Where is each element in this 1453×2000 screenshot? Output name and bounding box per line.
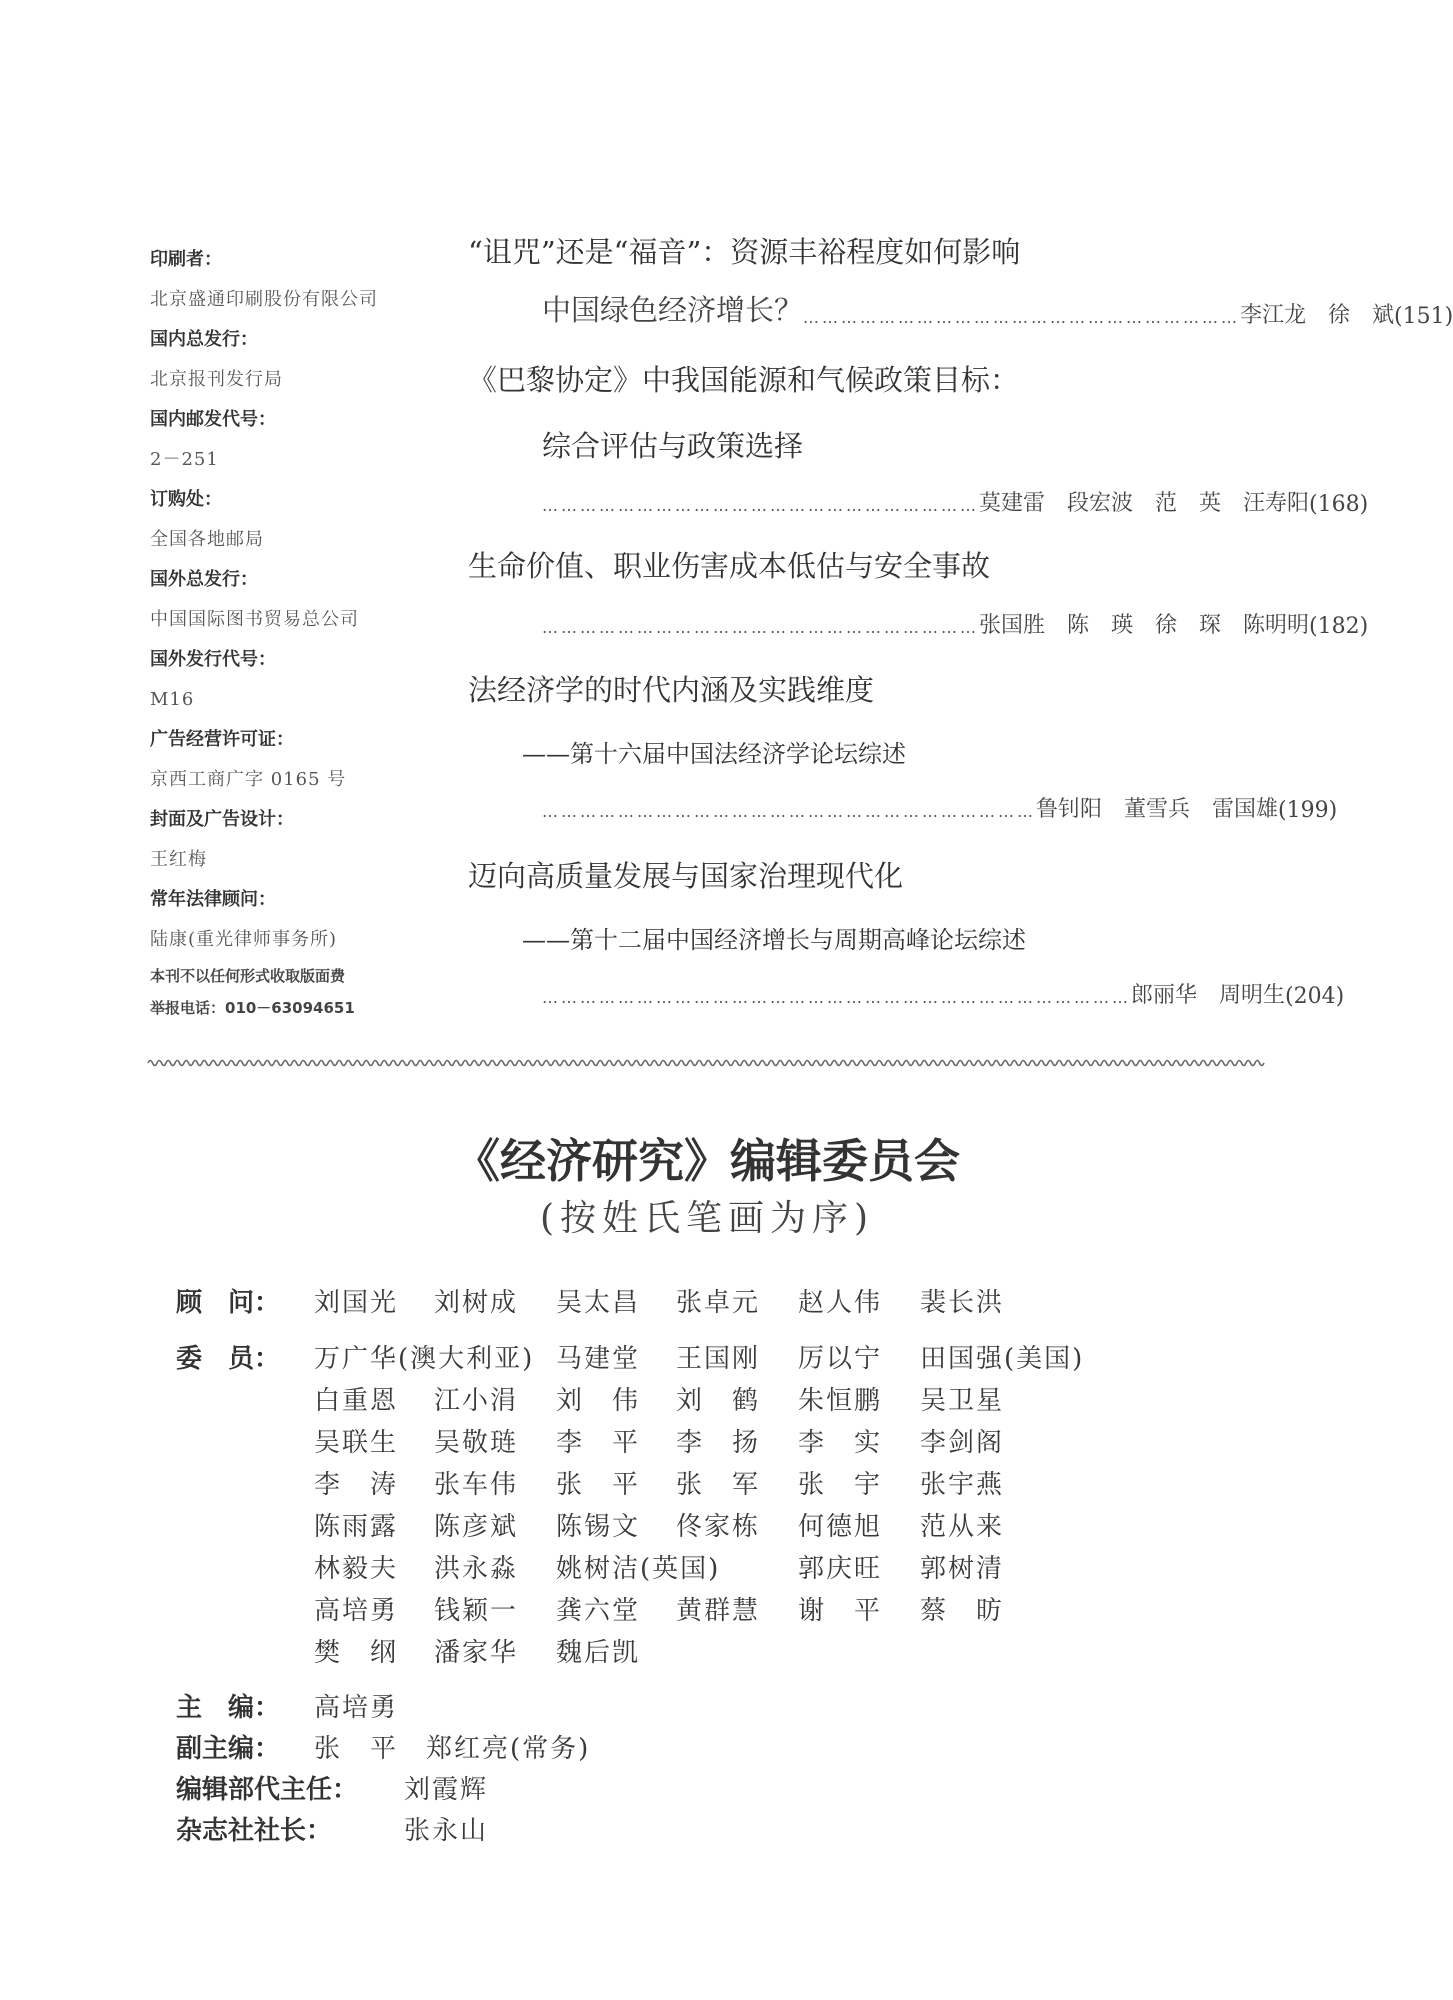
member-name: 姚树洁(英国) <box>556 1554 721 1584</box>
toc-page: (204) <box>1285 984 1345 1009</box>
advisor-name: 赵人伟 <box>798 1288 883 1318</box>
member-name: 佟家栋 <box>676 1512 761 1542</box>
info-value: 北京盛通印刷股份有限公司 <box>150 289 378 310</box>
toc-page: (151) <box>1394 304 1453 329</box>
members-label: 委 员： <box>176 1344 281 1374</box>
leader-dots: …………………………………………………………………… <box>542 802 1036 821</box>
info-value: 北京报刊发行局 <box>150 369 283 390</box>
acting-director-name: 刘霞辉 <box>404 1775 489 1805</box>
advisor-name: 裴长洪 <box>920 1288 1005 1318</box>
board-subtitle: (按姓氏笔画为序) <box>539 1198 875 1239</box>
member-name: 魏后凯 <box>556 1638 641 1668</box>
board-title: 《经济研究》编辑委员会 <box>454 1134 960 1188</box>
toc-byline <box>468 608 1369 639</box>
info-value: 陆康(重光律师事务所) <box>150 929 338 950</box>
deputy-editor-label: 副主编： <box>176 1734 281 1764</box>
info-value: 全国各地邮局 <box>150 529 264 550</box>
toc-page: (199) <box>1278 798 1338 823</box>
member-name: 李 平 <box>556 1428 641 1458</box>
toc-byline <box>468 792 1338 823</box>
publication-info <box>150 240 450 1024</box>
member-name: 马建堂 <box>556 1344 641 1374</box>
info-label: 国外发行代号： <box>150 649 276 670</box>
toc-page: (182) <box>1309 614 1369 639</box>
advisor-name: 刘国光 <box>314 1288 399 1318</box>
advisor-name: 刘树成 <box>434 1288 519 1318</box>
decorative-divider <box>148 1056 1256 1070</box>
info-value: 京西工商广字 0165 号 <box>150 769 347 790</box>
toc-authors: 鲁钊阳 董雪兵 雷国雄 <box>1036 797 1279 822</box>
advisors-label: 顾 问： <box>176 1288 281 1318</box>
toc-title: 法经济学的时代内涵及实践维度 <box>468 673 875 707</box>
leader-dots: …………………………………………………………… <box>542 496 979 515</box>
acting-director-label: 编辑部代主任： <box>176 1775 359 1805</box>
toc-byline <box>468 486 1369 517</box>
toc-title: 综合评估与政策选择 <box>542 429 804 463</box>
info-label: 广告经营许可证： <box>150 729 294 750</box>
advisor-name: 吴太昌 <box>556 1288 641 1318</box>
info-value: 中国国际图书贸易总公司 <box>150 609 359 630</box>
info-value: M16 <box>150 689 195 710</box>
toc-subtitle: ——第十二届中国经济增长与周期高峰论坛综述 <box>522 926 1026 954</box>
chief-editor-name: 高培勇 <box>314 1693 399 1723</box>
member-name: 郭树清 <box>920 1554 1005 1584</box>
member-name: 洪永淼 <box>434 1554 519 1584</box>
deputy-editor-names: 张 平 郑红亮(常务) <box>314 1734 591 1764</box>
member-name: 钱颖一 <box>434 1596 519 1626</box>
member-name: 陈彦斌 <box>434 1512 519 1542</box>
leader-dots: …………………………………………………………… <box>803 308 1241 327</box>
member-name: 张车伟 <box>434 1470 519 1500</box>
member-name: 朱恒鹏 <box>798 1386 883 1416</box>
info-label: 国外总发行： <box>150 569 258 590</box>
member-name: 李 实 <box>798 1428 883 1458</box>
toc-title: “诅咒”还是“福音”：资源丰裕程度如何影响 <box>468 235 1021 269</box>
info-value: 2－251 <box>150 449 219 470</box>
info-label: 订购处： <box>150 489 222 510</box>
member-name: 刘 伟 <box>556 1386 641 1416</box>
member-name: 张 平 <box>556 1470 641 1500</box>
info-label: 封面及广告设计： <box>150 809 294 830</box>
leader-dots: …………………………………………………………… <box>542 618 979 637</box>
member-name: 厉以宁 <box>798 1344 883 1374</box>
advisor-name: 张卓元 <box>676 1288 761 1318</box>
info-label: 印刷者： <box>150 249 222 270</box>
member-name: 李 涛 <box>314 1470 399 1500</box>
member-name: 郭庆旺 <box>798 1554 883 1584</box>
member-name: 江小涓 <box>434 1386 519 1416</box>
info-value: 王红梅 <box>150 849 207 870</box>
info-label: 国内总发行： <box>150 329 258 350</box>
member-name: 白重恩 <box>314 1386 399 1416</box>
toc-byline <box>468 288 1453 329</box>
member-name: 范从来 <box>920 1512 1005 1542</box>
toc-authors: 张国胜 陈 瑛 徐 琛 陈明明 <box>979 613 1310 638</box>
member-name: 黄群慧 <box>676 1596 761 1626</box>
member-name: 王国刚 <box>676 1344 761 1374</box>
member-name: 高培勇 <box>314 1596 399 1626</box>
member-name: 蔡 昉 <box>920 1596 1005 1626</box>
member-name: 龚六堂 <box>556 1596 641 1626</box>
toc-title: 《巴黎协定》中我国能源和气候政策目标： <box>468 363 1020 397</box>
member-name: 潘家华 <box>434 1638 519 1668</box>
member-name: 谢 平 <box>798 1596 883 1626</box>
president-label: 杂志社社长： <box>176 1816 333 1846</box>
toc-subtitle: ——第十六届中国法经济学论坛综述 <box>522 740 906 768</box>
member-name: 田国强(美国) <box>920 1344 1085 1374</box>
member-name: 吴敬琏 <box>434 1428 519 1458</box>
chief-editor-label: 主 编： <box>176 1693 281 1723</box>
info-label: 常年法律顾问： <box>150 889 276 910</box>
toc-byline <box>468 978 1345 1009</box>
president-name: 张永山 <box>404 1816 489 1846</box>
member-name: 万广华(澳大利亚) <box>314 1344 535 1374</box>
toc-authors: 莫建雷 段宏波 范 英 汪寿阳 <box>979 491 1310 516</box>
notice-phone: 举报电话：010－63094651 <box>150 999 355 1017</box>
member-name: 李 扬 <box>676 1428 761 1458</box>
member-name: 刘 鹤 <box>676 1386 761 1416</box>
toc-title: 中国绿色经济增长？ <box>542 293 804 327</box>
member-name: 张宇燕 <box>920 1470 1005 1500</box>
member-name: 张 宇 <box>798 1470 883 1500</box>
member-name: 樊 纲 <box>314 1638 399 1668</box>
notice-fee: 本刊不以任何形式收取版面费 <box>150 967 346 985</box>
member-name: 林毅夫 <box>314 1554 399 1584</box>
toc-title: 生命价值、职业伤害成本低估与安全事故 <box>468 549 991 583</box>
info-label: 国内邮发代号： <box>150 409 276 430</box>
toc-authors: 李江龙 徐 斌 <box>1240 303 1395 328</box>
toc-title: 迈向高质量发展与国家治理现代化 <box>468 859 904 893</box>
leader-dots: ………………………………………………………………………………… <box>542 988 1131 1007</box>
member-name: 张 军 <box>676 1470 761 1500</box>
member-name: 陈雨露 <box>314 1512 399 1542</box>
member-name: 吴联生 <box>314 1428 399 1458</box>
member-name: 李剑阁 <box>920 1428 1005 1458</box>
member-name: 何德旭 <box>798 1512 883 1542</box>
member-name: 陈锡文 <box>556 1512 641 1542</box>
toc-authors: 郎丽华 周明生 <box>1131 983 1286 1008</box>
toc-page: (168) <box>1309 492 1369 517</box>
member-name: 吴卫星 <box>920 1386 1005 1416</box>
